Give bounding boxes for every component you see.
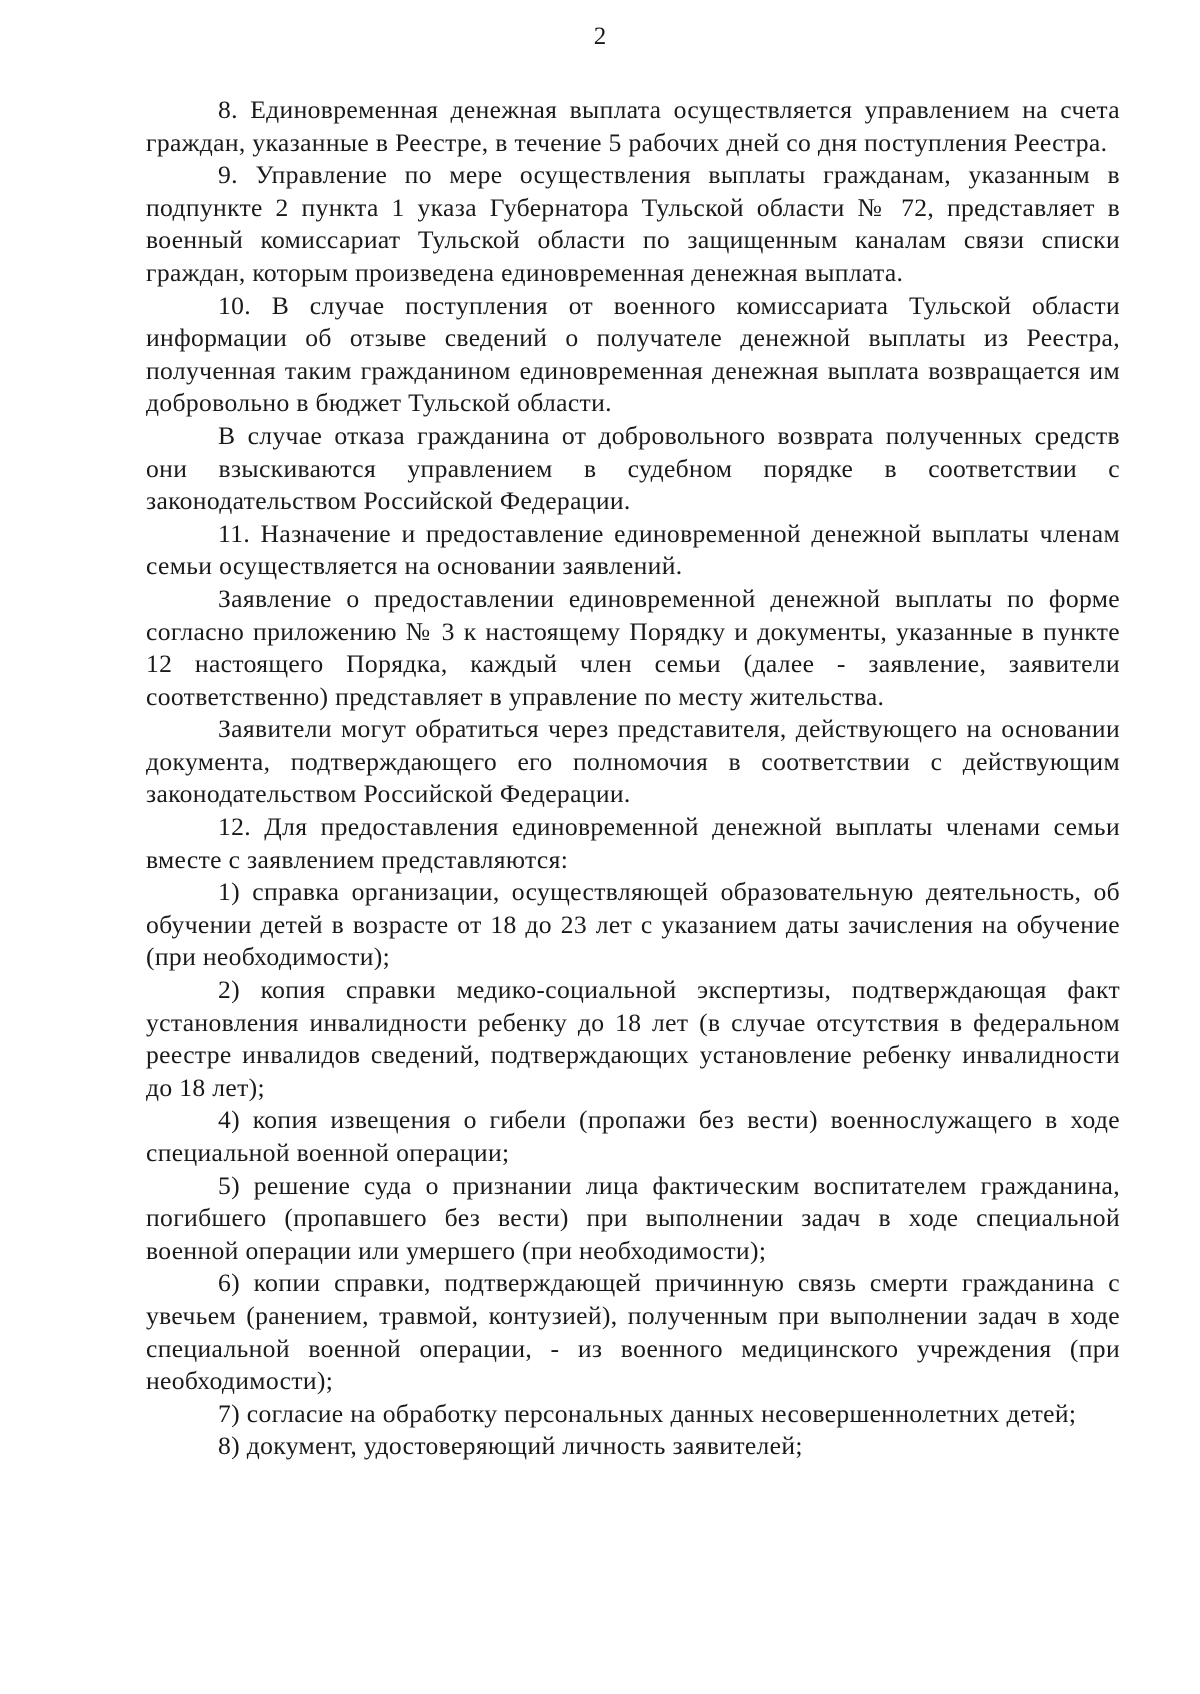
paragraph-refund-refusal: В случае отказа гражданина от добровольного возврата полученных средств они взыскиваются управлением в судебном порядке в соответствии с законодательством Российской Федерации. (146, 420, 1120, 516)
paragraph-item-12: 12. Для предоставления единовременной денежной выплаты членами семьи вместе с заявлением представляются: (146, 812, 1120, 874)
list-item-8: 8) документ, удостоверяющий личность заявителей; (218, 1431, 803, 1461)
list-item-2: 2) копия справки медико-социальной экспертизы, подтверждающая факт установления инвалидности ребенку до 18 лет (в случае отсутствия в федеральном реестре инвалидов сведений, подтверждающих установление ребенку инвалидности до 18 лет); (146, 975, 1120, 1102)
document-body (146, 94, 1120, 1463)
list-item-5: 5) решение суда о признании лица фактическим воспитателем гражданина, погибшего (пропавшего без вести) при выполнении задач в ходе специальной военной операции или умершего (при необходимости); (146, 1170, 1120, 1265)
list-item-7: 7) согласие на обработку персональных данных несовершеннолетних детей; (218, 1398, 1077, 1428)
paragraph-item-10: 10. В случае поступления от военного комиссариата Тульской области информации об отзыве сведений о получателе денежной выплаты из Реестра, полученная таким гражданином единовременная денежная выплата возвращается им добровольно в бюджет Тульской области. (146, 290, 1120, 418)
paragraph-item-11: 11. Назначение и предоставление единовременной денежной выплаты членам семьи осуществляется на основании заявлений. (146, 518, 1120, 581)
paragraph-item-8: 8. Единовременная денежная выплата осуществляется управлением на счета граждан, указанные в Реестре, в течение 5 рабочих дней со дня поступления Реестра. (146, 95, 1120, 157)
page-number: 2 (593, 23, 607, 50)
list-item-6: 6) копии справки, подтверждающей причинную связь смерти гражданина с увечьем (ранением, травмой, контузией), полученным при выполнении задач в ходе специальной военной операции, - из военного медицинского учреждения (при необходимости); (146, 1268, 1120, 1396)
list-item-1: 1) справка организации, осуществляющей образовательную деятельность, об обучении детей в возрасте от 18 до 23 лет с указанием даты зачисления на обучение (при необходимости); (146, 877, 1120, 972)
paragraph-representative: Заявители могут обратиться через представителя, действующего на основании документа, подтверждающего его полномочия в соответствии с действующим законодательством Российской Федерации. (146, 714, 1120, 809)
list-item-4: 4) копия извещения о гибели (пропажи без вести) военнослужащего в ходе специальной военной операции; (146, 1105, 1120, 1167)
paragraph-item-9: 9. Управление по мере осуществления выплаты гражданам, указанным в подпункте 2 пункта 1 указа Губернатора Тульской области № 72, представляет в военный комиссариат Тульской области по защищенным каналам связи списки граждан, которым произведена единовременная денежная выплата. (146, 160, 1120, 287)
paragraph-application-form: Заявление о предоставлении единовременной денежной выплаты по форме согласно приложению № 3 к настоящему Порядку и документы, указанные в пункте 12 настоящего Порядка, каждый член семьи (далее - заявление, заявители соответственно) представляет в управление по месту жительства. (146, 583, 1120, 711)
